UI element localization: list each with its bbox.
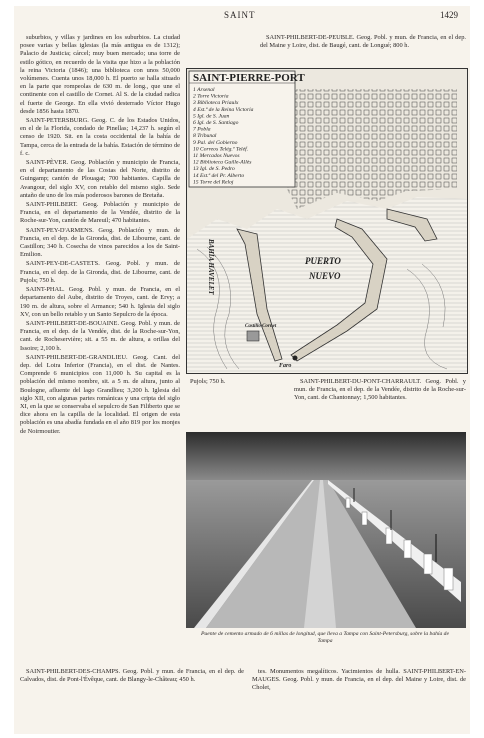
mid-right-text bbox=[294, 378, 466, 426]
map-legend-item: 6 Igl. de S. Santiago bbox=[193, 120, 239, 126]
map-legend-item: 3 Biblioteca Priaulx bbox=[193, 100, 239, 107]
mid-left-text bbox=[184, 378, 288, 426]
entry-paragraph: SAINT-PHILBERT-DE-GRANDLIEU. Geog. Cant. del dep. del Loira Inferior (Francia), en el dist. de Nantes. Comprende 6 municipios con 11,000 h. Su capital es la población del mismo nombre, sit. a 5 m. de altura, junto al Boulogne, afluente del lago Grandlieu; 3,200 h. Iglesia del siglo XII, con algunas partes románicas y una cripta del siglo XI, en la que se conservaba el sepulcro de San Filiberto que se dice ahora en la capilla de la localidad. El origen de esta población es una abadía fundada en el año 819 por los monjes de Noirmoutier. bbox=[20, 353, 180, 435]
entry-paragraph: SAINT-PHILBERT-DE-BOUAINE. Geog. Pobl. y mun. de Francia, en el dep. de la Vendée, dist. de la Roche-sur-Yon, cant. de Rocheservière; sit. a 55 m. de altura, a orillas del Issoire; 2,100 h. bbox=[20, 319, 180, 352]
map-label-castle: Castillo Cornet bbox=[245, 324, 277, 329]
map-label-harbour: NUEVO bbox=[309, 271, 341, 281]
entry-paragraph: SAINT-PHILBERT. Geog. Población y municipio de Francia, en el departamento de la Vendée, distrito de la Roche-sur-Yon, cantón de Mareuil; 470 habitantes. bbox=[20, 201, 180, 225]
entry-paragraph: SAINT-PÈVER. Geog. Población y municipio de Francia, en el departamento de las Costas del Norte, distrito de Guingamp; cantón de Plouagat; 700 habitantes. Capilla de Avangour, del siglo XV, con retablo del mismo siglo. Sede antaño de uno de los más poderosos barones de Bretaña. bbox=[20, 159, 180, 199]
map-legend-item: 8 Tribunal bbox=[193, 133, 217, 140]
page-header bbox=[14, 10, 470, 24]
map-legend-item: 4 Est.ª de la Reina Victoria bbox=[193, 106, 254, 113]
map-legend-item: 5 Igl. de S. Juan bbox=[193, 113, 230, 120]
map-label-bay: BAHÍA HAVELET bbox=[207, 239, 215, 295]
entry-paragraph: SAINT-PHILBERT-DE-PEUBLE. Geog. Pobl. y mun. de Francia, en el dep. del Maine y Loire, dist. de Baugé, cant. de Longué; 800 h. bbox=[260, 34, 466, 50]
entry-paragraph: Pujols; 750 h. bbox=[190, 378, 226, 385]
entry-paragraph: SAINT-PETERSBURG. Geog. C. de los Estados Unidos, en el de la Florida, condado de Pinellas; 14,237 h. según el censo de 1920. Sit. en la costa occidental de la bahía de Tampa, cerca de la entrada de la bahía. Estación de término de f. c. bbox=[20, 117, 180, 157]
map-drawing bbox=[187, 69, 467, 373]
entry-paragraph: tes. Monumentos megalíticos. Yacimientos de hulla. SAINT-PHILBERT-EN-MAUGES. Geog. Pobl. y mun. de Francia, en el dep. del Maine y Loire, dist. de Cholet, bbox=[252, 668, 466, 692]
page bbox=[14, 6, 470, 734]
photo-caption: Puente de cemento armado de 6 millas de longitud, que lleva a Tampa con Saint-Petersburg, sobre la bahía de Tampa bbox=[201, 631, 449, 644]
map-label-lighthouse: Faro bbox=[279, 363, 292, 369]
map-legend-item: 13 Igl. de S. Pedro bbox=[193, 166, 235, 173]
running-head: SAINT bbox=[224, 10, 256, 20]
entry-paragraph: SAINT-PEY-D'ARMENS. Geog. Población y mun. de Francia, en el dep. de la Gironda, dist. de Libourne, cant. de Castillon; 340 h. Cosecha de vinos parecidos a los de Saint-Emilion. bbox=[20, 226, 180, 259]
entry-paragraph: SAINT-PHAL. Geog. Pobl. y mun. de Francia, en el departamento del Aube, distrito de Troyes, cant. de Ervy; a 190 m. de altura, sobre el Armance; 540 h. Iglesia del siglo XV, con un bello retablo y un Santo Sepulcro de la época. bbox=[20, 286, 180, 318]
page-number: 1429 bbox=[440, 10, 458, 20]
entry-paragraph: suburbios, y villas y jardines en los suburbios. La ciudad posee varias y bellas iglesias (la más antigua es de 1312); Palacio de Justicia; cárcel; muy buen mercado; una torre de estilo gótico, en recuerdo de la visita que hizo a la población la reina Victoria (1846); una biblioteca con unos 50,000 volúmenes. Cuenta unos 18,000 h. El puerto se halla situado en la parte que rompeolas de 630 m. de long., que une el continente con el castillo de Cornet. Al S. de la ciudad radica el fuerte de George. En ella vivió desterrado Víctor Hugo desde 1856 hasta 1870. bbox=[20, 34, 180, 115]
bottom-right-text bbox=[252, 668, 466, 732]
entry-paragraph: SAINT-PHILBERT-DU-PONT-CHARRAULT. Geog. Pobl. y mun. de Francia, en el dep. de la Vendée, distrito de la Roche-sur-Yon, cant. de Chantonnay; 1,500 habitantes. bbox=[294, 378, 466, 402]
map-legend-item: 14 Est.ª del Pr. Alberto bbox=[193, 172, 245, 179]
map-legend-item: 1 Arsenal bbox=[193, 87, 215, 93]
map-title: SAINT-PIERRE-PORT bbox=[193, 72, 305, 84]
city-map bbox=[186, 68, 468, 374]
bridge-photo-drawing bbox=[186, 432, 466, 628]
bridge-photo bbox=[186, 432, 466, 628]
left-column-text bbox=[20, 34, 180, 696]
bottom-left-text bbox=[20, 668, 244, 732]
map-legend-item: 10 Correos Telég.º Teléf. bbox=[193, 146, 249, 153]
map-legend-item: 9 Pal. del Gobierno bbox=[193, 139, 238, 146]
right-column-top-text bbox=[260, 34, 466, 66]
map-label-harbour: PUERTO bbox=[305, 256, 341, 266]
map-legend-item: 12 Biblioteca Guille-Allès bbox=[193, 159, 252, 166]
map-legend-item: 15 Torre del Reloj bbox=[193, 179, 234, 186]
map-legend-item: 7 Pobla bbox=[193, 126, 211, 133]
entry-paragraph: SAINT-PHILBERT-DES-CHAMPS. Geog. Pobl. y mun. de Francia, en el dep. de Calvados, dist. de Pont-l'Évêque, cant. de Blangy-le-Château; 450 h. bbox=[20, 668, 244, 684]
mid-text-row bbox=[184, 378, 466, 426]
map-legend-item: 2 Torre Victoria bbox=[193, 93, 229, 100]
map-legend-item: 11 Mercados Nuevos bbox=[193, 153, 240, 159]
entry-paragraph: SAINT-PEY-DE-CASTETS. Geog. Pobl. y mun. de Francia, en el dep. de la Gironda, dist. de Libourne, cant. de Pujols; 750 h. bbox=[20, 260, 180, 284]
